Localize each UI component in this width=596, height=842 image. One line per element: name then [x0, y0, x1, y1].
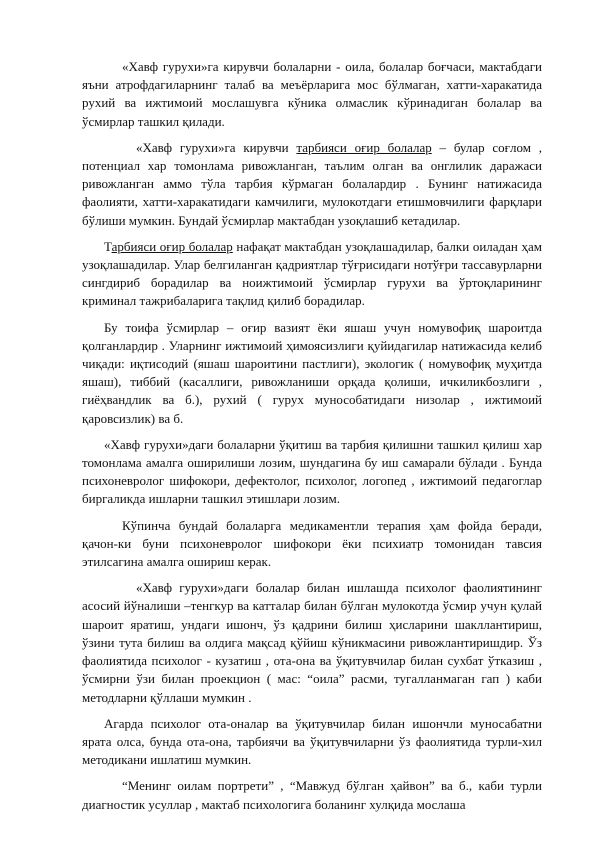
paragraph-2-body: – булар соғлом , потенциал хар томонлама ривожланган, таълим олган ва онглилик даражаси ривожланган аммо тўла тарбия кўрмаган болалардир . Бунинг натижасида фаолияти, хатти-харакатидаги камчилиги, мулокотдаги етишмовчилиги фарқлари бўлиши мумкин. Бундай ўсмирлар мактабдан узоқлашиб кетадилар.: [82, 139, 543, 228]
paragraph-4: Бу тоифа ўсмирлар – оғир вазият ёки яшаш учун номувофиқ шароитда қолганлардир . Уларнинг ижтимоий ҳимоясизлиги қуйидагилар натижасида келиб чиқади: иқтисодий (яшаш шароитини пастлиги), экологик ( номувофиқ муҳитда яшаш), тиббий (касаллиги, ривожланиши орқада қолиши, ичкиликбозлиги , гиёҳвандлик ва б.), рухий ( гурух мунособатидаги низолар , ижтимоий қаровсизлик) ва б.: [82, 319, 542, 426]
paragraph-3-body: нафақат мактабдан узоқлашадилар, балки оиладан ҳам узоқлашадилар. Улар белгиланган қадриятлар тўғрисидаги нотўғри тассавурларни сингдириб борадилар ва ноижтимоий ўсмирлар гурухи ва ўртоқларининг криминал тажрибаларига тақлид қилиб борадилар.: [82, 238, 542, 309]
paragraph-1: «Хавф гурухи»га кирувчи болаларни - оила, болалар боғчаси, мактабдаги яъни атрофдагиларнинг талаб ва меъёрларига мос бўлмаган, хатти-харакатида рухий ва ижтимоий мослашувга кўника олмаслик кўринадиган болалар ва ўсмирлар ташкил қилади.: [82, 59, 542, 129]
paragraph-5: «Хавф гурухи»даги болаларни ўқитиш ва тарбия қилишни ташкил қилиш хар томонлама амалга оширилиши лозим, шундагина бу иш самарали бўлади . Бунда психоневролог шифокори, дефектолог, психолог, логопед , ижтимоий педагоглар биргаликда ишларни ташкил этишлари лозим.: [82, 436, 542, 507]
paragraph-9: “Менинг оилам портрети” , “Мавжуд бўлган ҳайвон” ва б., каби турли диагностик усуллар , мактаб психологига боланинг хулқида мослаша: [82, 778, 542, 812]
paragraph-2: [82, 139, 542, 230]
underlined-term: тарбияси оғир болалар: [296, 139, 432, 155]
underlined-term: арбияси оғир болалар: [111, 238, 233, 254]
paragraph-7: «Хавф гурухи»даги болалар билан ишлашда психолог фаолиятининг асосий йўналиши –тенгкур ва катталар билан бўлган мулокотда ўсмир учун қулай шароит яратиш, ундаги ишонч, ўз қадрини билиш ҳисларини шакллантириш, ўзини тута билиш ва олдига мақсад қўйиш кўникмасини ривожлантиришдир. Ўз фаолиятида психолог - кузатиш , ота-она ва ўқитувчилар билан сухбат ўтказиш , ўсмирни ўзи билан проекцион ( мас: “оила” расми, тугалланмаган гап ) каби методларни қўллаши мумкин .: [82, 580, 542, 705]
paragraph-2-lead: «Хавф гурухи»га кирувчи: [136, 139, 297, 155]
paragraph-6: Кўпинча бундай болаларга медикаментли терапия ҳам фойда беради, қачон-ки буни психоневролог шифокори ёки психиатр томонидан тавсия этилсагина амалга ошириш керак.: [82, 517, 542, 570]
paragraph-3-lead: Т: [104, 238, 112, 254]
paragraph-3: [82, 238, 542, 311]
paragraph-8: Агарда психолог ота-оналар ва ўқитувчилар билан ишончли муносабатни ярата олса, бунда ота-она, тарбиячи ва ўқитувчиларни ўз фаолиятида турли-хил методикани ишлатиш мумкин.: [82, 715, 542, 768]
